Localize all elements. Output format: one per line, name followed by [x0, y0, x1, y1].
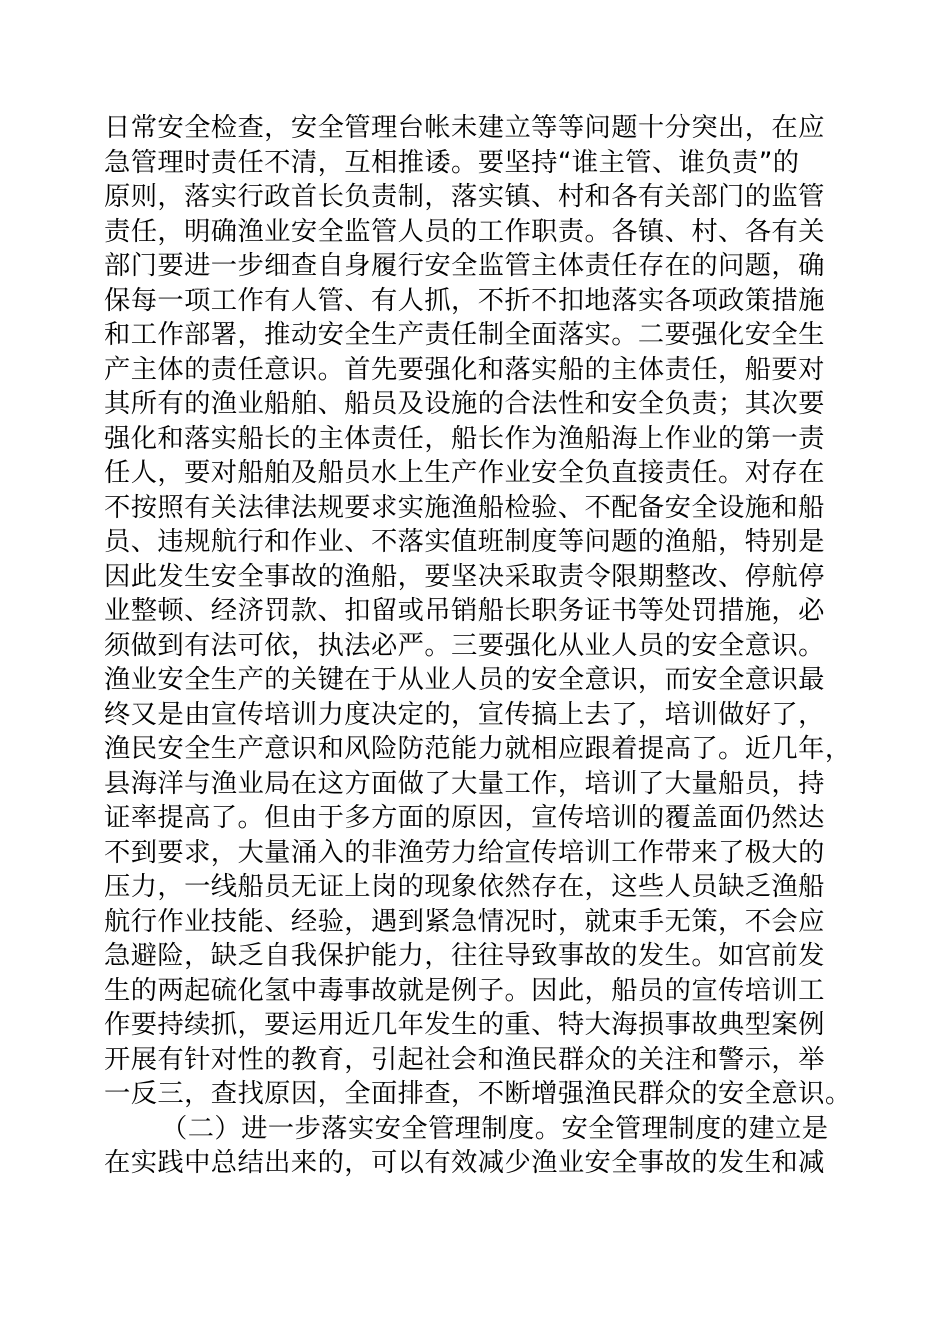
text-line: 因此发生安全事故的渔船，要坚决采取责令限期整改、停航停: [104, 561, 825, 592]
text-line: 不按照有关法律法规要求实施渔船检验、不配备安全设施和船: [104, 492, 825, 523]
text-line: 渔民安全生产意识和风险防范能力就相应跟着提高了。近几年，: [104, 734, 852, 764]
text-line: 在实践中总结出来的，可以有效减少渔业安全事故的发生和减: [104, 1148, 825, 1178]
text-line: 县海洋与渔业局在这方面做了大量工作，培训了大量船员，持: [104, 768, 825, 799]
text-line: 须做到有法可依，执法必严。三要强化从业人员的安全意识。: [104, 630, 825, 661]
text-line: 其所有的渔业船舶、船员及设施的合法性和安全负责；其次要: [104, 389, 825, 419]
text-line: 部门要进一步细查自身履行安全监管主体责任存在的问题，确: [104, 251, 825, 281]
text-line: 不到要求，大量涌入的非渔劳力给宣传培训工作带来了极大的: [104, 837, 825, 868]
text-line: 和工作部署，推动安全生产责任制全面落实。二要强化安全生: [104, 320, 825, 350]
text-line: 证率提高了。但由于多方面的原因，宣传培训的覆盖面仍然达: [104, 803, 825, 833]
text-line: 强化和落实船长的主体责任，船长作为渔船海上作业的第一责: [104, 423, 825, 454]
text-line: 航行作业技能、经验，遇到紧急情况时，就束手无策，不会应: [104, 906, 825, 937]
text-line: 压力，一线船员无证上岗的现象依然存在，这些人员缺乏渔船: [104, 872, 825, 902]
text-line: 业整顿、经济罚款、扣留或吊销船长职务证书等处罚措施，必: [104, 596, 825, 626]
text-line: 作要持续抓，要运用近几年发生的重、特大海损事故典型案例: [104, 1010, 825, 1040]
text-line: 急管理时责任不清，互相推诿。要坚持“谁主管、谁负责”的: [104, 147, 800, 178]
body-text: [104, 111, 864, 1181]
text-line: 渔业安全生产的关键在于从业人员的安全意识，而安全意识最: [104, 665, 825, 695]
text-line: 急避险，缺乏自我保护能力，往往导致事故的发生。如宫前发: [104, 941, 825, 971]
text-line: 日常安全检查，安全管理台帐未建立等等问题十分突出，在应: [104, 113, 825, 143]
text-line: 产主体的责任意识。首先要强化和落实船的主体责任，船要对: [104, 354, 825, 385]
text-line: 责任，明确渔业安全监管人员的工作职责。各镇、村、各有关: [104, 216, 825, 247]
text-line: 任人，要对船舶及船员水上生产作业安全负直接责任。对存在: [104, 458, 825, 488]
text-line: 员、违规航行和作业、不落实值班制度等问题的渔船，特别是: [104, 527, 825, 557]
text-line: 开展有针对性的教育，引起社会和渔民群众的关注和警示，举: [104, 1044, 825, 1075]
text-line: 生的两起硫化氢中毒事故就是例子。因此，船员的宣传培训工: [104, 975, 825, 1006]
text-line: 原则，落实行政首长负责制，落实镇、村和各有关部门的监管: [104, 182, 825, 212]
section-heading-line: （二）进一步落实安全管理制度。安全管理制度的建立是: [161, 1113, 829, 1144]
text-line: 终又是由宣传培训力度决定的，宣传搞上去了，培训做好了，: [104, 699, 825, 730]
text-line: 保每一项工作有人管、有人抓，不折不扣地落实各项政策措施: [104, 285, 825, 316]
text-line: 一反三，查找原因，全面排查，不断增强渔民群众的安全意识。: [104, 1079, 852, 1109]
